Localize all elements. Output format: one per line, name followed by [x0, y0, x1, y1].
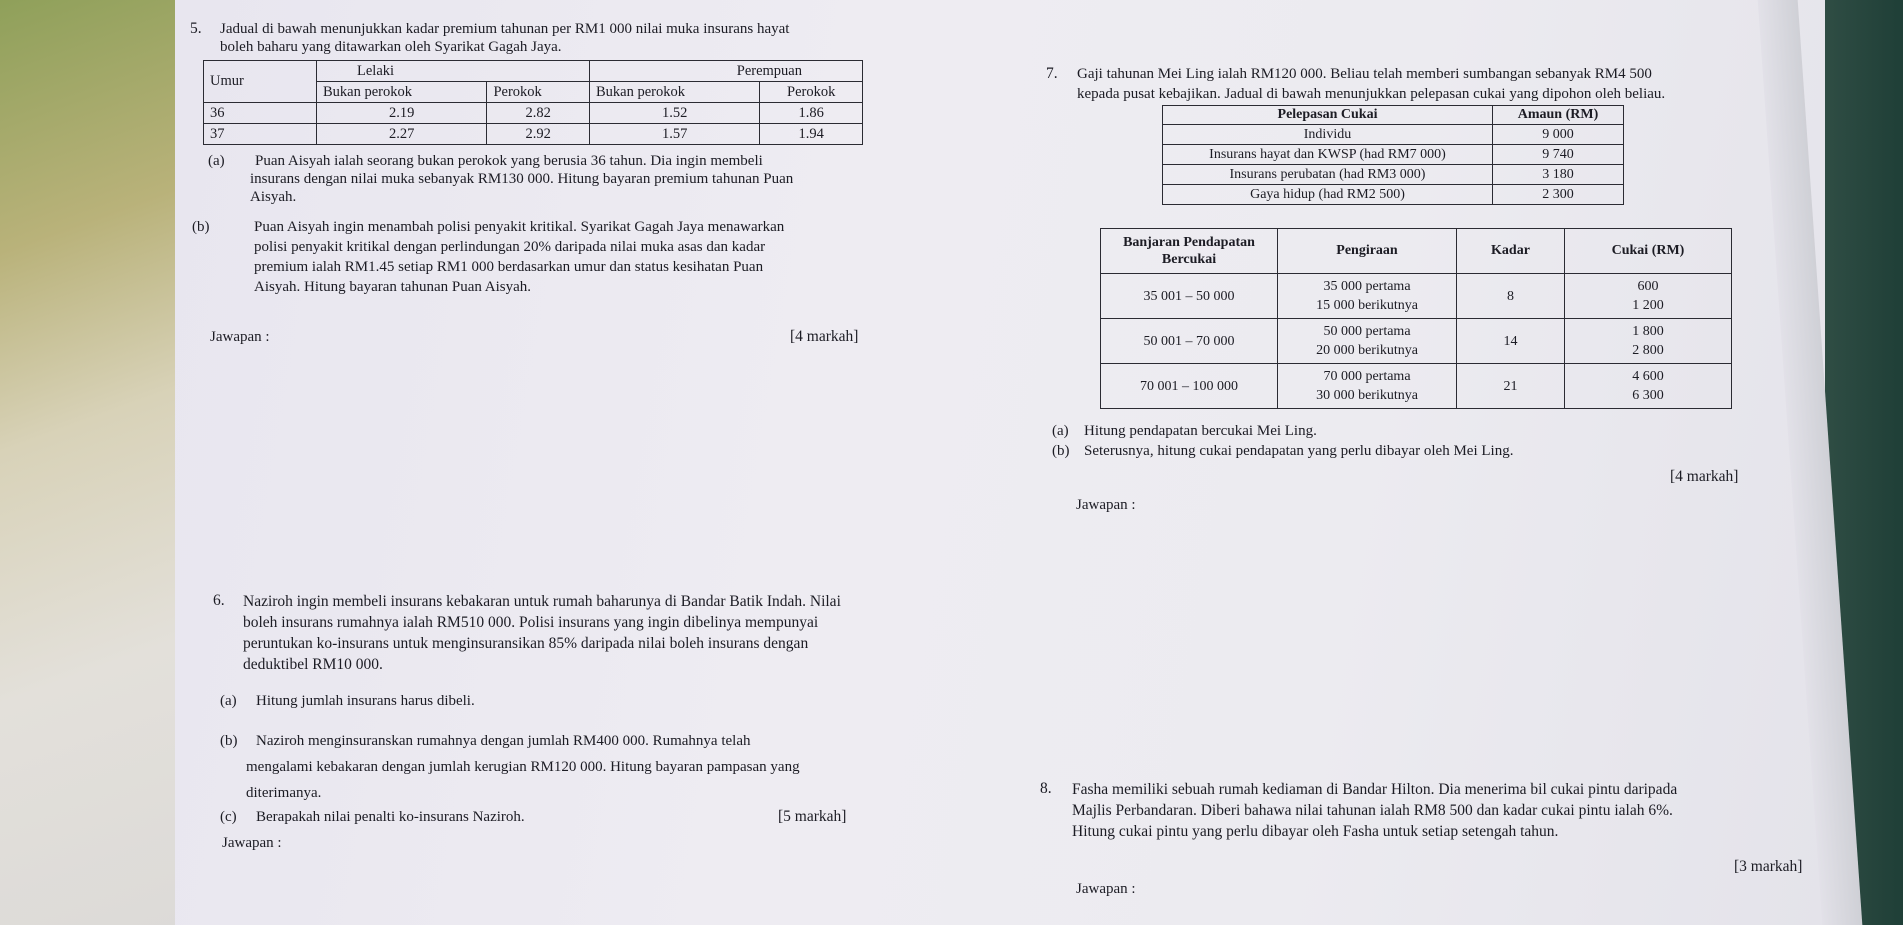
q5a-line1: Puan Aisyah ialah seorang bukan perokok yang berusia 36 tahun. Dia ingin membeli — [255, 153, 763, 169]
q6a-label: (a) — [220, 693, 237, 709]
q7-number: 7. — [1046, 65, 1058, 82]
q7-relief-row2-item: Insurans hayat dan KWSP (had RM7 000) — [1163, 145, 1493, 165]
q7-tax-row2-tax2: 2 800 — [1632, 343, 1664, 358]
q7-tax-header-tax: Cukai (RM) — [1565, 229, 1732, 274]
q7-tax-row2-tax — [1565, 319, 1732, 364]
q5-row2-male-nonsmoker: 2.27 — [317, 124, 487, 145]
table-row — [1163, 145, 1624, 165]
table-row — [1101, 319, 1732, 364]
q7-tax-row1-range: 35 001 – 50 000 — [1101, 274, 1278, 319]
q6-number: 6. — [213, 592, 225, 609]
q7a-label: (a) — [1052, 423, 1069, 439]
q5-row1-female-smoker: 1.86 — [760, 103, 863, 124]
q7-relief-row4-item: Gaya hidup (had RM2 500) — [1163, 185, 1493, 205]
q6-line2: boleh insurans rumahnya ialah RM510 000. Polisi insurans yang ingin dibelinya mempunyai — [243, 614, 819, 631]
q7-tax-row1-calc2: 15 000 berikutnya — [1316, 298, 1418, 313]
q5-intro-line2: boleh baharu yang ditawarkan oleh Syarikat Gagah Jaya. — [220, 39, 562, 55]
q5b-label: (b) — [192, 219, 210, 235]
q5-row1-age: 36 — [204, 103, 317, 124]
q7-line2: kepada pusat kebajikan. Jadual di bawah menunjukkan pelepasan cukai yang dipohon oleh beliau. — [1077, 86, 1666, 102]
q5b-line2: polisi penyakit kritikal dengan perlindungan 20% daripada nilai muka asas dan kadar — [254, 239, 766, 255]
q7-tax-row1-rate: 8 — [1457, 274, 1565, 319]
q6-line3: peruntukan ko-insurans untuk menginsuransikan 85% daripada nilai boleh insurans dengan — [243, 635, 809, 652]
q7b-text: Seterusnya, hitung cukai pendapatan yang perlu dibayar oleh Mei Ling. — [1084, 443, 1514, 459]
q5-row2-female-nonsmoker: 1.57 — [589, 124, 759, 145]
q5-header-male-nonsmoker: Bukan perokok — [317, 82, 487, 103]
q7-tax-header-range — [1101, 229, 1278, 274]
q7-relief-row3-amount: 3 180 — [1493, 165, 1624, 185]
q8-line2: Majlis Perbandaran. Diberi bahawa nilai tahunan ialah RM8 500 dan kadar cukai pintu ialah 6%. — [1072, 802, 1673, 819]
q5-row1-male-nonsmoker: 2.19 — [317, 103, 487, 124]
q7-tax-row2-calc — [1278, 319, 1457, 364]
q8-marks: [3 markah] — [1734, 858, 1803, 875]
q5-header-female-smoker: Perokok — [760, 82, 863, 103]
q7-tax-row3-tax2: 6 300 — [1632, 388, 1664, 403]
q5-header-female-nonsmoker: Bukan perokok — [589, 82, 759, 103]
q7-tax-row3-tax1: 4 600 — [1632, 369, 1664, 384]
q6c-text: Berapakah nilai penalti ko-insurans Naziroh. — [256, 809, 525, 825]
q7-relief-table — [1162, 105, 1624, 205]
q6c-label: (c) — [220, 809, 237, 825]
q7-tax-row2-range: 50 001 – 70 000 — [1101, 319, 1278, 364]
q5b-line4: Aisyah. Hitung bayaran tahunan Puan Aisyah. — [254, 279, 532, 295]
table-row — [1101, 274, 1732, 319]
q7-tax-row3-tax — [1565, 364, 1732, 409]
q7-tax-row3-calc1: 70 000 pertama — [1323, 369, 1411, 384]
q7-tax-row1-calc1: 35 000 pertama — [1323, 279, 1411, 294]
q5-marks: [4 markah] — [790, 328, 859, 345]
table-row — [204, 103, 863, 124]
q5-intro-line1: Jadual di bawah menunjukkan kadar premium tahunan per RM1 000 nilai muka insurans hayat — [220, 21, 790, 37]
q7-tax-header-range-line2: Bercukai — [1161, 252, 1217, 267]
table-row — [1163, 185, 1624, 205]
q7-relief-row3-item: Insurans perubatan (had RM3 000) — [1163, 165, 1493, 185]
q6b-label: (b) — [220, 733, 238, 749]
q5-header-male-smoker: Perokok — [487, 82, 590, 103]
q7-tax-row3-calc2: 30 000 berikutnya — [1316, 388, 1418, 403]
q5-row2-female-smoker: 1.94 — [760, 124, 863, 145]
q5b-line1: Puan Aisyah ingin menambah polisi penyakit kritikal. Syarikat Gagah Jaya menawarkan — [254, 219, 785, 235]
q7-tax-row2-rate: 14 — [1457, 319, 1565, 364]
table-row — [204, 124, 863, 145]
q7-line1: Gaji tahunan Mei Ling ialah RM120 000. Beliau telah memberi sumbangan sebanyak RM4 500 — [1077, 66, 1652, 82]
q6b-line1: Naziroh menginsuranskan rumahnya dengan jumlah RM400 000. Rumahnya telah — [256, 733, 751, 749]
q7-relief-row4-amount: 2 300 — [1493, 185, 1624, 205]
q5-premium-table — [203, 60, 863, 145]
q8-answer-label: Jawapan : — [1076, 881, 1136, 897]
table-row — [1163, 165, 1624, 185]
q7-tax-header-calc: Pengiraan — [1278, 229, 1457, 274]
q5-row2-male-smoker: 2.92 — [487, 124, 590, 145]
q6-line4: deduktibel RM10 000. — [243, 656, 383, 673]
q7-tax-row3-range: 70 001 – 100 000 — [1101, 364, 1278, 409]
q7-relief-header-amount: Amaun (RM) — [1493, 106, 1624, 125]
q6-answer-label: Jawapan : — [222, 835, 282, 851]
q8-line1: Fasha memiliki sebuah rumah kediaman di Bandar Hilton. Dia menerima bil cukai pintu daripada — [1072, 781, 1678, 798]
q5-header-male: Lelaki — [317, 61, 590, 82]
q7-tax-row1-tax — [1565, 274, 1732, 319]
q7-tax-row1-tax1: 600 — [1637, 279, 1659, 294]
q6-marks: [5 markah] — [778, 808, 847, 825]
q7a-text: Hitung pendapatan bercukai Mei Ling. — [1084, 423, 1317, 439]
q7-relief-row2-amount: 9 740 — [1493, 145, 1624, 165]
q5a-label: (a) — [208, 153, 225, 169]
q5-row1-male-smoker: 2.82 — [487, 103, 590, 124]
q5a-line3: Aisyah. — [250, 189, 297, 205]
q6b-line2: mengalami kebakaran dengan jumlah kerugian RM120 000. Hitung bayaran pampasan yang — [246, 759, 800, 775]
q7-relief-row1-amount: 9 000 — [1493, 125, 1624, 145]
q7-marks: [4 markah] — [1670, 468, 1739, 485]
q6a-text: Hitung jumlah insurans harus dibeli. — [256, 693, 475, 709]
q5-header-age: Umur — [204, 61, 317, 103]
q5b-line3: premium ialah RM1.45 setiap RM1 000 berdasarkan umur dan status kesihatan Puan — [254, 259, 764, 275]
q7-tax-table — [1100, 228, 1732, 409]
q7-relief-header-item: Pelepasan Cukai — [1163, 106, 1493, 125]
q7-relief-row1-item: Individu — [1163, 125, 1493, 145]
q7-tax-header-range-line1: Banjaran Pendapatan — [1123, 235, 1255, 250]
q5-answer-label: Jawapan : — [210, 329, 270, 345]
q5-row2-age: 37 — [204, 124, 317, 145]
q8-line3: Hitung cukai pintu yang perlu dibayar oleh Fasha untuk setiap setengah tahun. — [1072, 823, 1559, 840]
table-row — [1163, 125, 1624, 145]
q7b-label: (b) — [1052, 443, 1070, 459]
q7-tax-row3-calc — [1278, 364, 1457, 409]
q8-number: 8. — [1040, 780, 1052, 797]
q7-tax-header-rate: Kadar — [1457, 229, 1565, 274]
q7-tax-row2-calc1: 50 000 pertama — [1323, 324, 1411, 339]
q6-line1: Naziroh ingin membeli insurans kebakaran untuk rumah baharunya di Bandar Batik Indah. Nilai — [243, 593, 841, 610]
q7-answer-label: Jawapan : — [1076, 497, 1136, 513]
q7-tax-row1-calc — [1278, 274, 1457, 319]
q5-number: 5. — [190, 20, 202, 37]
q7-tax-row1-tax2: 1 200 — [1632, 298, 1664, 313]
table-row — [1101, 364, 1732, 409]
q5-header-female: Perempuan — [589, 61, 862, 82]
q7-tax-row3-rate: 21 — [1457, 364, 1565, 409]
q7-tax-row2-calc2: 20 000 berikutnya — [1316, 343, 1418, 358]
q6b-line3: diterimanya. — [246, 785, 322, 801]
q7-tax-row2-tax1: 1 800 — [1632, 324, 1664, 339]
q5a-line2: insurans dengan nilai muka sebanyak RM130 000. Hitung bayaran premium tahunan Puan — [250, 171, 794, 187]
q5-row1-female-nonsmoker: 1.52 — [589, 103, 759, 124]
